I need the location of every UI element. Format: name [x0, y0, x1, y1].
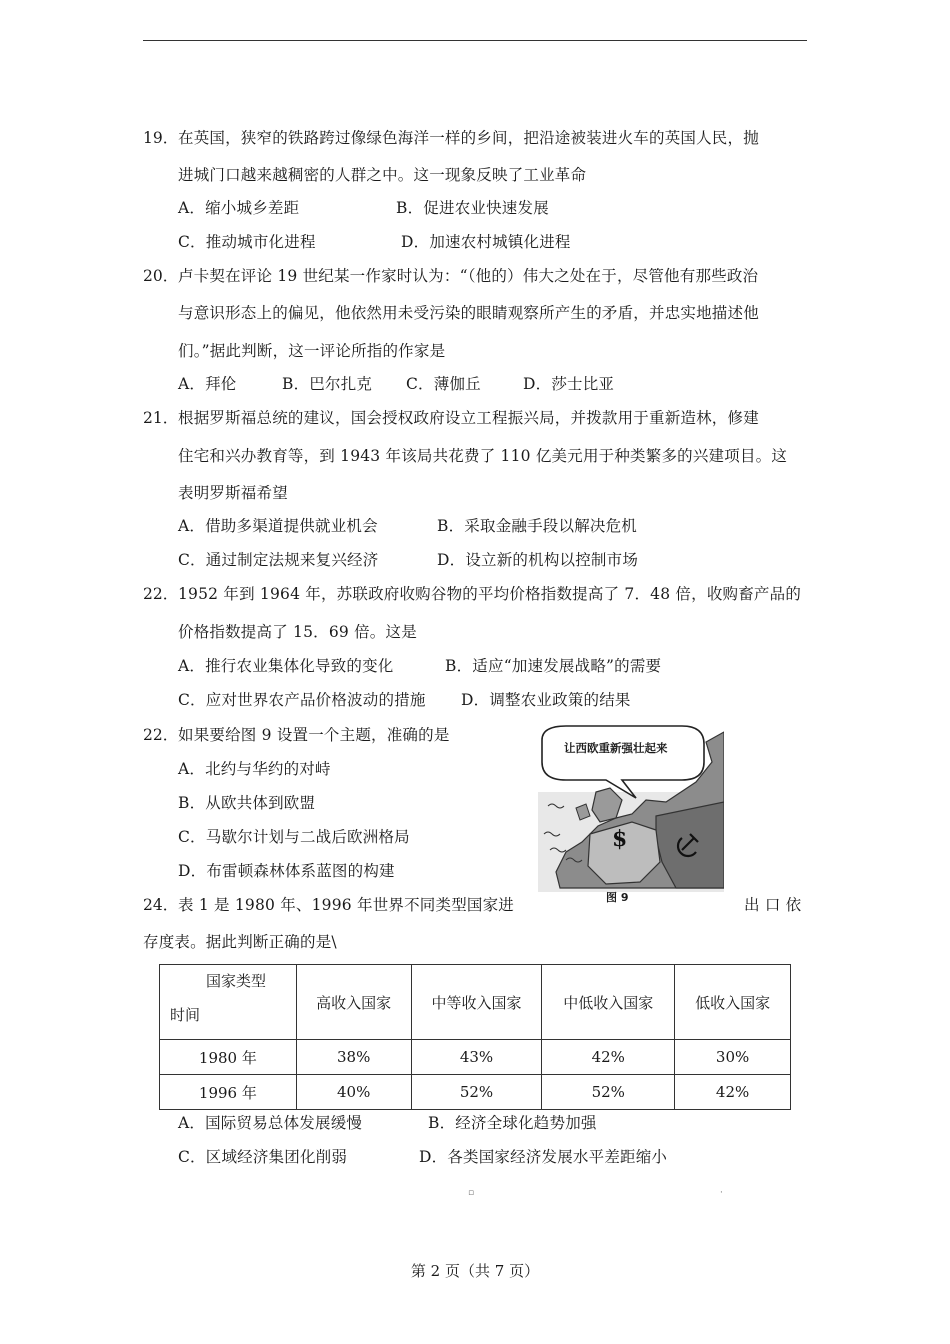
table-header-cell: 低收入国家 — [675, 965, 791, 1040]
table-header-cell: 中低收入国家 — [542, 965, 675, 1040]
option-b: B．从欧共体到欧盟 — [178, 794, 316, 812]
option-b: B．促进农业快速发展 — [396, 199, 549, 217]
option-b: B．采取金融手段以解决危机 — [437, 517, 637, 535]
bubble-text: 让西欧重新强壮起来 — [564, 741, 668, 755]
question-number: 22． — [143, 585, 179, 603]
option-c: C．薄伽丘 — [406, 375, 481, 393]
option-b: B．适应“加速发展战略”的需要 — [445, 657, 662, 675]
table-cell: 43% — [411, 1040, 542, 1075]
table-row — [160, 1075, 791, 1110]
option-d: D．莎士比亚 — [523, 375, 615, 393]
option-a: A．推行农业集体化导致的变化 — [178, 657, 394, 675]
page-footer: 第 2 页（共 7 页） — [410, 1262, 540, 1280]
option-c: C．马歇尔计划与二战后欧洲格局 — [178, 828, 410, 846]
stray-mark: ▫ — [468, 1188, 475, 1198]
question-stem-line: 表 1 是 1980 年、1996 年世界不同类型国家进 — [178, 896, 514, 914]
table-cell: 30% — [675, 1040, 791, 1075]
figure-9-cartoon — [536, 722, 724, 912]
dollar-sign: $ — [612, 826, 628, 852]
option-d: D．布雷顿森林体系蓝图的构建 — [178, 862, 395, 880]
stray-mark: · — [720, 1188, 723, 1198]
question-stem-line: 进城门口越来越稠密的人群之中。这一现象反映了工业革命 — [178, 166, 587, 184]
option-a: A．借助多渠道提供就业机会 — [178, 517, 378, 535]
option-c: C．通过制定法规来复兴经济 — [178, 551, 379, 569]
question-stem-line: 1952 年到 1964 年，苏联政府收购谷物的平均价格指数提高了 7．48 倍，收购畜产品的 — [178, 585, 802, 603]
table-row — [160, 1040, 791, 1075]
question-stem-line: 如果要给图 9 设置一个主题，准确的是 — [178, 726, 450, 744]
option-a: A．缩小城乡差距 — [178, 199, 300, 217]
option-d: D．各类国家经济发展水平差距缩小 — [419, 1148, 668, 1166]
question-number: 22． — [143, 726, 179, 744]
option-d: D．调整农业政策的结果 — [461, 691, 631, 709]
table-header-cell: 高收入国家 — [296, 965, 411, 1040]
option-a: A．国际贸易总体发展缓慢 — [178, 1114, 363, 1132]
option-c: C．推动城市化进程 — [178, 233, 316, 251]
table-cell: 52% — [411, 1075, 542, 1110]
question-stem-line: 与意识形态上的偏见，他依然用未受污染的眼睛观察所产生的矛盾，并忠实地描述他 — [178, 304, 759, 322]
option-d: D．设立新的机构以控制市场 — [437, 551, 639, 569]
question-number: 20． — [143, 267, 179, 285]
question-stem-line: 存度表。据此判断正确的是\ — [143, 933, 337, 951]
question-stem-line: 住宅和兴办教育等，到 1943 年该局共花费了 110 亿美元用于种类繁多的兴建项目。这 — [178, 447, 788, 465]
table-cell-year: 1996 年 — [160, 1075, 297, 1110]
question-stem-line: 卢卡契在评论 19 世纪某一作家时认为：“（他的）伟大之处在于，尽管他有那些政治 — [178, 267, 759, 285]
question-stem-line: 价格指数提高了 15．69 倍。这是 — [178, 623, 417, 641]
option-a: A．拜伦 — [178, 375, 237, 393]
question-number: 19． — [143, 129, 179, 147]
question-stem-line: 表明罗斯福希望 — [178, 484, 288, 502]
table-cell: 38% — [296, 1040, 411, 1075]
table-cell: 52% — [542, 1075, 675, 1110]
question-number: 21． — [143, 409, 179, 427]
header-rule — [143, 40, 807, 41]
corner-bottom-label: 时间 — [170, 1006, 201, 1024]
table-cell: 40% — [296, 1075, 411, 1110]
table-corner-cell — [160, 965, 297, 1040]
question-stem-line: 在英国，狭窄的铁路跨过像绿色海洋一样的乡间，把沿途被装进火车的英国人民，抛 — [178, 129, 759, 147]
table-header-cell: 中等收入国家 — [411, 965, 542, 1040]
corner-top-label: 国家类型 — [206, 972, 267, 990]
option-d: D．加速农村城镇化进程 — [401, 233, 571, 251]
table-cell: 42% — [542, 1040, 675, 1075]
table-cell-year: 1980 年 — [160, 1040, 297, 1075]
export-dependency-table — [159, 964, 791, 1110]
option-a: A．北约与华约的对峙 — [178, 760, 331, 778]
question-stem-line: 根据罗斯福总统的建议，国会授权政府设立工程振兴局，并拨款用于重新造林，修建 — [178, 409, 759, 427]
table-cell: 42% — [675, 1075, 791, 1110]
option-c: C．应对世界农产品价格波动的措施 — [178, 691, 426, 709]
question-number: 24． — [143, 896, 179, 914]
option-b: B．巴尔扎克 — [282, 375, 373, 393]
table-header-row — [160, 965, 791, 1040]
option-c: C．区域经济集团化削弱 — [178, 1148, 348, 1166]
question-stem-line: 们。”据此判断，这一评论所指的作家是 — [178, 342, 446, 360]
figure-caption: 图 9 — [606, 891, 629, 904]
question-stem-line: 出 口 依 — [744, 896, 802, 914]
option-b: B．经济全球化趋势加强 — [428, 1114, 597, 1132]
